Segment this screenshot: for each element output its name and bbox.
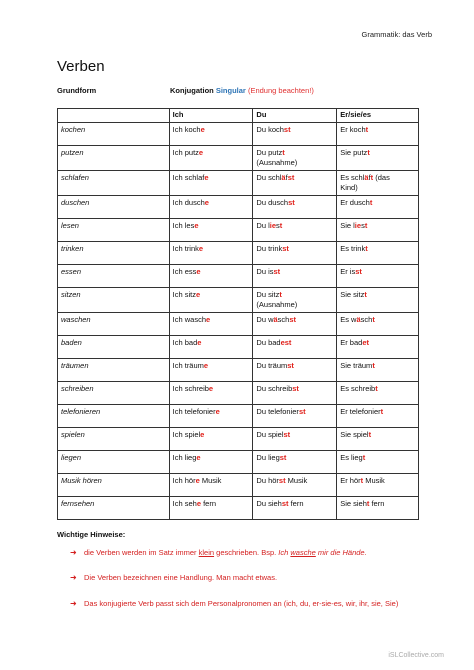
grundform-label: Grundform: [57, 86, 97, 95]
form-text: Ich schreib: [172, 384, 209, 393]
note-1: [70, 547, 415, 559]
form-text: fern: [369, 499, 385, 508]
du-form-cell: [253, 123, 337, 146]
ending-highlight: e: [195, 290, 201, 299]
infinitive-cell: Musik hören: [58, 474, 170, 497]
form-text: f: [285, 173, 288, 182]
table-row: [58, 474, 419, 497]
note-1-underlined: klein: [198, 548, 215, 557]
form-text: Es w: [340, 315, 357, 324]
arrow-right-icon: ➜: [70, 548, 77, 557]
ending-highlight: est: [280, 338, 292, 347]
infinitive-cell: waschen: [58, 313, 170, 336]
form-text: Er hör: [340, 476, 361, 485]
table-row: [58, 313, 419, 336]
ending-highlight: t: [369, 198, 373, 207]
ich-form-cell: [169, 382, 253, 405]
ending-highlight: t: [279, 221, 283, 230]
ich-form-cell: [169, 196, 253, 219]
infinitive-cell: spielen: [58, 428, 170, 451]
form-text: Du koch: [256, 125, 284, 134]
form-text: Ich seh: [172, 499, 197, 508]
form-text: s: [276, 221, 280, 230]
er-form-cell: [337, 265, 419, 288]
form-text: Musik: [285, 476, 308, 485]
ich-form-cell: [169, 428, 253, 451]
ending-highlight: e: [206, 315, 211, 324]
er-form-cell: [337, 405, 419, 428]
er-form-cell: [337, 242, 419, 265]
form-text: Du hör: [256, 476, 279, 485]
ending-highlight: e: [196, 267, 201, 276]
table-row: [58, 428, 419, 451]
form-text: Er telefonier: [340, 407, 381, 416]
form-text: Ich spiel: [172, 430, 201, 439]
infinitive-cell: duschen: [58, 196, 170, 219]
form-text: (das: [373, 173, 390, 182]
ending-highlight: st: [282, 244, 289, 253]
ich-form-cell: [169, 359, 253, 382]
er-form-cell: [337, 196, 419, 219]
ich-form-cell: [169, 171, 253, 196]
infinitive-cell: essen: [58, 265, 170, 288]
du-form-cell: [253, 146, 337, 171]
table-row: [58, 171, 419, 196]
form-text: Ich les: [172, 221, 195, 230]
ending-highlight: et: [362, 338, 369, 347]
table-row: [58, 288, 419, 313]
note-2-text: Die Verben bezeichnen eine Handlung. Man macht etwas.: [84, 573, 278, 582]
form-text: Es schl: [340, 173, 365, 182]
ending-highlight: t: [380, 407, 384, 416]
ending-highlight: e: [200, 125, 205, 134]
er-form-cell: [337, 474, 419, 497]
du-form-cell: [253, 288, 337, 313]
notes-title: Wichtige Hinweise:: [57, 530, 126, 539]
note-1-text: die Verben werden im Satz immer klein geschrieben. Bsp. Ich wasche mir die Hände.: [84, 548, 367, 557]
ending-highlight: t: [366, 499, 370, 508]
ending-highlight: st: [298, 407, 306, 416]
infinitive-cell: sitzen: [58, 288, 170, 313]
form-text: Du telefonier: [256, 407, 299, 416]
ending-highlight: e: [196, 499, 201, 508]
du-form-cell: [253, 428, 337, 451]
infinitive-cell: kochen: [58, 123, 170, 146]
ich-form-cell: [169, 336, 253, 359]
ending-highlight: e: [196, 453, 201, 462]
er-form-cell: [337, 382, 419, 405]
table-row: [58, 265, 419, 288]
infinitive-cell: lesen: [58, 219, 170, 242]
form-text: Sie spiel: [340, 430, 369, 439]
document-header: Grammatik: das Verb: [361, 30, 432, 39]
form-text: Ich sitz: [172, 290, 196, 299]
form-text: Du trink: [256, 244, 283, 253]
ending-highlight: t: [365, 125, 369, 134]
ending-highlight: e: [200, 430, 205, 439]
form-text: s: [269, 267, 274, 276]
form-text: Du i: [256, 267, 270, 276]
konjugation-text: Konjugation: [170, 86, 214, 95]
ending-highlight: ä: [356, 315, 361, 324]
form-text: Ich schlaf: [172, 173, 205, 182]
ending-highlight: st: [283, 430, 291, 439]
du-form-cell: [253, 219, 337, 242]
ending-highlight: st: [288, 198, 295, 207]
ending-highlight: e: [194, 221, 199, 230]
conjugation-table: [57, 108, 419, 520]
du-form-cell: [253, 242, 337, 265]
form-text: Du träum: [256, 361, 288, 370]
note-2: [70, 572, 415, 584]
note-3-text: Das konjugierte Verb passt sich dem Personalpronomen an (ich, du, er-sie-es, wir, ihr, sie, Sie): [84, 599, 399, 608]
form-text: Es lieg: [340, 453, 363, 462]
form-text: (Ausnahme): [256, 158, 298, 167]
table-row: [58, 405, 419, 428]
infinitive-cell: trinken: [58, 242, 170, 265]
ending-highlight: t: [279, 290, 282, 299]
ending-highlight: st: [283, 125, 291, 134]
ending-highlight: e: [198, 244, 204, 253]
er-form-cell: [337, 451, 419, 474]
form-text: Du sitz: [256, 290, 280, 299]
form-text: Ich bad: [172, 338, 198, 347]
konjugation-label: [170, 86, 314, 95]
du-form-cell: [253, 497, 337, 520]
ending-highlight: st: [355, 267, 362, 276]
ending-highlight: t: [365, 244, 368, 253]
arrow-right-icon: ➜: [70, 599, 77, 608]
form-text: Er i: [340, 267, 352, 276]
header-cell-blank: [58, 109, 170, 123]
form-text: fern: [288, 499, 304, 508]
er-form-cell: [337, 171, 419, 196]
ich-form-cell: [169, 288, 253, 313]
ending-highlight: t: [367, 148, 370, 157]
ending-highlight: st: [292, 384, 299, 393]
form-text: Du bad: [256, 338, 281, 347]
form-text: Sie sieh: [340, 499, 367, 508]
form-text: Du schreib: [256, 384, 293, 393]
ending-highlight: st: [273, 267, 281, 276]
header-cell-du: Du: [253, 109, 337, 123]
form-text: Musik: [199, 476, 222, 485]
ending-highlight: e: [215, 407, 220, 416]
table-row: [58, 382, 419, 405]
er-form-cell: [337, 428, 419, 451]
form-text: Du spiel: [256, 430, 284, 439]
table-row: [58, 451, 419, 474]
ich-form-cell: [169, 497, 253, 520]
form-text: Er bad: [340, 338, 363, 347]
form-text: Musik: [363, 476, 385, 485]
infinitive-cell: fernsehen: [58, 497, 170, 520]
ending-highlight: st: [287, 361, 294, 370]
du-form-cell: [253, 196, 337, 219]
form-text: Du lieg: [256, 453, 280, 462]
ending-highlight: st: [287, 173, 295, 182]
er-form-cell: [337, 146, 419, 171]
infinitive-cell: schlafen: [58, 171, 170, 196]
du-form-cell: [253, 405, 337, 428]
form-text: Es schreib: [340, 384, 376, 393]
table-header-row: [58, 109, 419, 123]
form-text: (Ausnahme): [256, 300, 298, 309]
ich-form-cell: [169, 451, 253, 474]
er-form-cell: [337, 219, 419, 242]
form-text: fern: [201, 499, 217, 508]
form-text: Ich dusch: [172, 198, 205, 207]
form-text: Sie l: [340, 221, 355, 230]
form-text: Ich putz: [172, 148, 199, 157]
form-text: Ich telefonier: [172, 407, 216, 416]
form-text: Es trink: [340, 244, 366, 253]
er-form-cell: [337, 336, 419, 359]
infinitive-cell: baden: [58, 336, 170, 359]
ending-highlight: ä: [281, 173, 286, 182]
table-row: [58, 196, 419, 219]
form-text: Ich lieg: [172, 453, 197, 462]
ending-highlight: t: [372, 315, 375, 324]
ending-highlight: st: [278, 476, 286, 485]
form-text: Ich trink: [172, 244, 199, 253]
form-text: Du putz: [256, 148, 283, 157]
ending-highlight: ie: [269, 221, 277, 230]
form-text: Sie putz: [340, 148, 368, 157]
ending-highlight: e: [204, 198, 209, 207]
ending-highlight: t: [360, 476, 364, 485]
ending-highlight: ie: [354, 221, 362, 230]
form-text: Du w: [256, 315, 274, 324]
singular-text: Singular: [215, 86, 246, 95]
infinitive-cell: träumen: [58, 359, 170, 382]
ending-highlight: t: [364, 221, 368, 230]
du-form-cell: [253, 451, 337, 474]
header-cell-ich: Ich: [169, 109, 253, 123]
table-row: [58, 242, 419, 265]
ending-highlight: st: [289, 315, 297, 324]
du-form-cell: [253, 336, 337, 359]
form-text: Du l: [256, 221, 270, 230]
table-row: [58, 123, 419, 146]
ending-highlight: st: [281, 499, 289, 508]
du-form-cell: [253, 265, 337, 288]
hint-text: (Endung beachten!): [247, 86, 314, 95]
er-form-cell: [337, 313, 419, 336]
note-3: [70, 598, 415, 610]
table-body: [58, 123, 419, 520]
form-text: Sie träum: [340, 361, 373, 370]
du-form-cell: [253, 171, 337, 196]
ich-form-cell: [169, 265, 253, 288]
du-form-cell: [253, 474, 337, 497]
header-cell-er: Er/sie/es: [337, 109, 419, 123]
infinitive-cell: putzen: [58, 146, 170, 171]
form-text: Ich koch: [172, 125, 201, 134]
form-text: Sie sitz: [340, 290, 365, 299]
form-text: s: [351, 267, 356, 276]
watermark-footer: iSLCollective.com: [388, 652, 444, 659]
form-text: Er dusch: [340, 198, 370, 207]
ending-highlight: t: [375, 384, 378, 393]
du-form-cell: [253, 313, 337, 336]
table-row: [58, 146, 419, 171]
ending-highlight: e: [204, 173, 209, 182]
arrow-right-icon: ➜: [70, 573, 77, 582]
form-text: s: [361, 221, 365, 230]
infinitive-cell: telefonieren: [58, 405, 170, 428]
ich-form-cell: [169, 474, 253, 497]
form-text: Ich hör: [172, 476, 196, 485]
ich-form-cell: [169, 123, 253, 146]
form-text: Ich träum: [172, 361, 204, 370]
table-row: [58, 219, 419, 242]
ending-highlight: t: [372, 361, 375, 370]
table-row: [58, 336, 419, 359]
form-text: Er koch: [340, 125, 366, 134]
ending-highlight: e: [195, 476, 200, 485]
form-text: Du dusch: [256, 198, 289, 207]
ich-form-cell: [169, 242, 253, 265]
ending-highlight: ä: [364, 173, 369, 182]
ich-form-cell: [169, 313, 253, 336]
ending-highlight: t: [368, 430, 372, 439]
er-form-cell: [337, 359, 419, 382]
form-text: Kind): [340, 183, 358, 192]
form-text: Ich wasch: [172, 315, 206, 324]
form-text: f: [368, 173, 371, 182]
ending-highlight: e: [198, 148, 204, 157]
ich-form-cell: [169, 405, 253, 428]
form-text: Du schl: [256, 173, 282, 182]
note-1-example-verb: wasche: [290, 548, 316, 557]
er-form-cell: [337, 288, 419, 313]
du-form-cell: [253, 359, 337, 382]
ending-highlight: t: [282, 148, 285, 157]
ending-highlight: e: [208, 384, 214, 393]
page-title: Verben: [57, 58, 105, 75]
er-form-cell: [337, 497, 419, 520]
form-text: Du sieh: [256, 499, 282, 508]
ending-highlight: ä: [273, 315, 278, 324]
ending-highlight: t: [364, 290, 367, 299]
ich-form-cell: [169, 146, 253, 171]
form-text: sch: [277, 315, 290, 324]
ich-form-cell: [169, 219, 253, 242]
table-row: [58, 497, 419, 520]
ending-highlight: t: [370, 173, 374, 182]
ending-highlight: e: [197, 338, 202, 347]
form-text: Ich ess: [172, 267, 197, 276]
infinitive-cell: schreiben: [58, 382, 170, 405]
ending-highlight: t: [362, 453, 366, 462]
table-row: [58, 359, 419, 382]
ending-highlight: e: [203, 361, 209, 370]
infinitive-cell: liegen: [58, 451, 170, 474]
er-form-cell: [337, 123, 419, 146]
du-form-cell: [253, 382, 337, 405]
ending-highlight: st: [279, 453, 287, 462]
form-text: sch: [360, 315, 373, 324]
